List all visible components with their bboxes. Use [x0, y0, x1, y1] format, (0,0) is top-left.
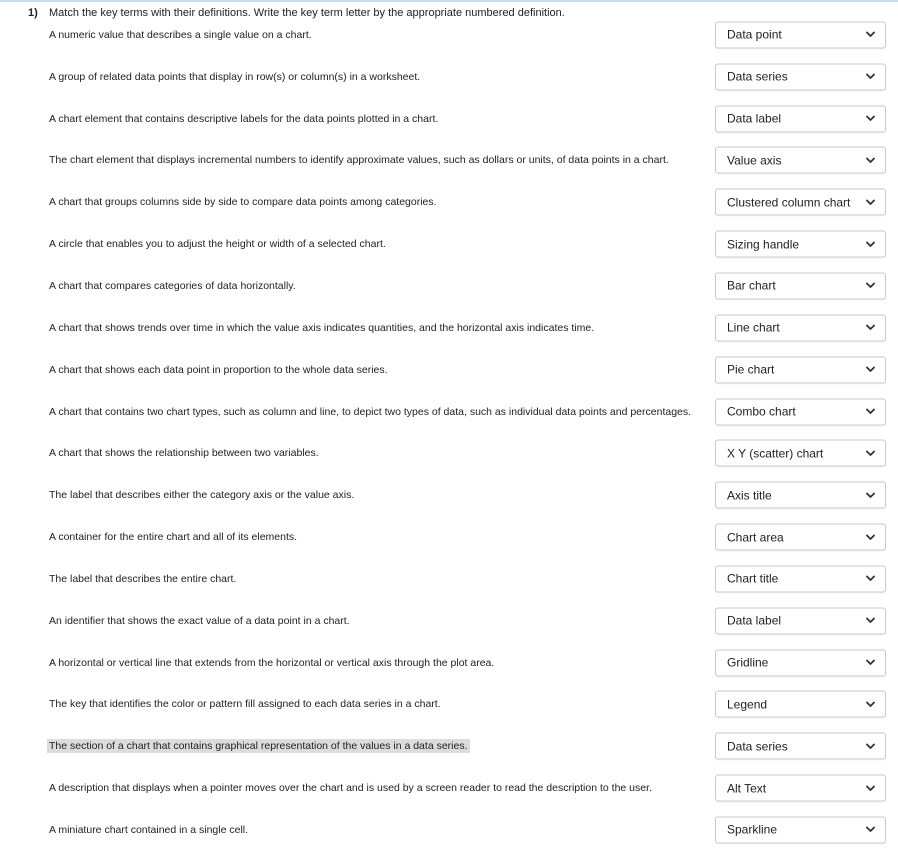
definition-text: A numeric value that describes a single value on a chart. — [49, 28, 312, 41]
matching-row — [0, 725, 898, 767]
term-select[interactable] — [715, 816, 886, 843]
matching-row — [0, 14, 898, 56]
matching-row — [0, 767, 898, 809]
matching-row — [0, 265, 898, 307]
term-select[interactable] — [715, 231, 886, 258]
chevron-down-icon — [866, 660, 875, 666]
definition-text: A chart that shows the relationship between two variables. — [49, 447, 319, 460]
chevron-down-icon — [866, 157, 875, 163]
chevron-down-icon — [866, 32, 875, 38]
term-select[interactable] — [715, 356, 886, 383]
term-select[interactable] — [715, 482, 886, 509]
definition-text: A group of related data points that display in row(s) or column(s) in a worksheet. — [49, 70, 421, 83]
matching-row — [0, 223, 898, 265]
chevron-down-icon — [866, 409, 875, 415]
term-select[interactable] — [715, 691, 886, 718]
definition-text: A chart that groups columns side by side to compare data points among categories. — [49, 196, 437, 209]
matching-row — [0, 684, 898, 726]
term-select-value: Axis title — [727, 488, 772, 503]
matching-row — [0, 181, 898, 223]
term-select-value: Data label — [727, 613, 782, 628]
chevron-down-icon — [866, 534, 875, 540]
matching-list — [0, 14, 898, 851]
term-select-value: Chart area — [727, 530, 784, 545]
term-select-value: Alt Text — [727, 781, 767, 796]
term-select-value: Chart title — [727, 571, 779, 586]
term-select[interactable] — [715, 649, 886, 676]
definition-text: A chart that contains two chart types, such as column and line, to depict two types of data, such as individual data points and percentages. — [49, 405, 692, 418]
term-select-value: Data point — [727, 27, 782, 42]
definition-text: A miniature chart contained in a single cell. — [49, 823, 249, 836]
chevron-down-icon — [866, 116, 875, 122]
term-select[interactable] — [715, 733, 886, 760]
term-select-value: X Y (scatter) chart — [727, 446, 824, 461]
term-select[interactable] — [715, 440, 886, 467]
matching-row — [0, 98, 898, 140]
matching-row — [0, 140, 898, 182]
matching-row — [0, 391, 898, 433]
term-select-value: Pie chart — [727, 362, 775, 377]
term-select-value: Clustered column chart — [727, 195, 851, 210]
term-select-value: Gridline — [727, 655, 769, 670]
chevron-down-icon — [866, 701, 875, 707]
term-select-value: Bar chart — [727, 278, 776, 293]
definition-text: The label that describes either the category axis or the value axis. — [49, 489, 355, 502]
term-select[interactable] — [715, 147, 886, 174]
definition-text: The section of a chart that contains graphical representation of the values in a data series. — [49, 740, 468, 753]
term-select[interactable] — [715, 775, 886, 802]
chevron-down-icon — [866, 325, 875, 331]
term-select-value: Data label — [727, 111, 782, 126]
definition-text: A chart element that contains descriptive labels for the data points plotted in a chart. — [49, 112, 439, 125]
term-select-value: Data series — [727, 69, 788, 84]
chevron-down-icon — [866, 241, 875, 247]
term-select[interactable] — [715, 565, 886, 592]
matching-row — [0, 474, 898, 516]
term-select-value: Combo chart — [727, 404, 796, 419]
term-select[interactable] — [715, 105, 886, 132]
term-select-value: Sizing handle — [727, 237, 800, 252]
term-select[interactable] — [715, 524, 886, 551]
term-select-value: Line chart — [727, 320, 780, 335]
matching-row — [0, 516, 898, 558]
matching-row — [0, 307, 898, 349]
matching-row — [0, 558, 898, 600]
term-select[interactable] — [715, 189, 886, 216]
definition-text: A circle that enables you to adjust the height or width of a selected chart. — [49, 238, 386, 251]
definition-text: The label that describes the entire chart. — [49, 572, 237, 585]
matching-row — [0, 432, 898, 474]
matching-row — [0, 809, 898, 851]
matching-row — [0, 56, 898, 98]
term-select[interactable] — [715, 607, 886, 634]
chevron-down-icon — [866, 743, 875, 749]
definition-text: A chart that compares categories of data horizontally. — [49, 279, 296, 292]
question-prompt: Match the key terms with their definitions. Write the key term letter by the appropriate numbered definition. — [49, 7, 565, 19]
term-select-value: Value axis — [727, 153, 782, 168]
matching-row — [0, 349, 898, 391]
chevron-down-icon — [866, 450, 875, 456]
definition-text: An identifier that shows the exact value of a data point in a chart. — [49, 614, 350, 627]
top-rule — [0, 0, 898, 2]
chevron-down-icon — [866, 827, 875, 833]
term-select[interactable] — [715, 398, 886, 425]
definition-text: The key that identifies the color or pattern fill assigned to each data series in a chart. — [49, 698, 441, 711]
chevron-down-icon — [866, 199, 875, 205]
chevron-down-icon — [866, 74, 875, 80]
definition-text: A container for the entire chart and all of its elements. — [49, 531, 298, 544]
term-select-value: Legend — [727, 697, 768, 712]
chevron-down-icon — [866, 492, 875, 498]
definition-text: A horizontal or vertical line that extends from the horizontal or vertical axis through the plot area. — [49, 656, 495, 669]
term-select-value: Sparkline — [727, 822, 778, 837]
definition-text: A chart that shows trends over time in which the value axis indicates quantities, and the horizontal axis indicates time. — [49, 321, 595, 334]
question-number: 1) — [28, 7, 38, 19]
chevron-down-icon — [866, 367, 875, 373]
definition-text: A chart that shows each data point in proportion to the whole data series. — [49, 363, 388, 376]
matching-row — [0, 642, 898, 684]
term-select[interactable] — [715, 314, 886, 341]
term-select[interactable] — [715, 63, 886, 90]
chevron-down-icon — [866, 618, 875, 624]
definition-text: The chart element that displays incremental numbers to identify approximate values, such as dollars or units, of data points in a chart. — [49, 154, 669, 167]
term-select[interactable] — [715, 21, 886, 48]
chevron-down-icon — [866, 576, 875, 582]
matching-row — [0, 600, 898, 642]
term-select-value: Data series — [727, 739, 788, 754]
chevron-down-icon — [866, 785, 875, 791]
definition-text: A description that displays when a pointer moves over the chart and is used by a screen reader to read the description to the user. — [49, 782, 652, 795]
chevron-down-icon — [866, 283, 875, 289]
term-select[interactable] — [715, 272, 886, 299]
